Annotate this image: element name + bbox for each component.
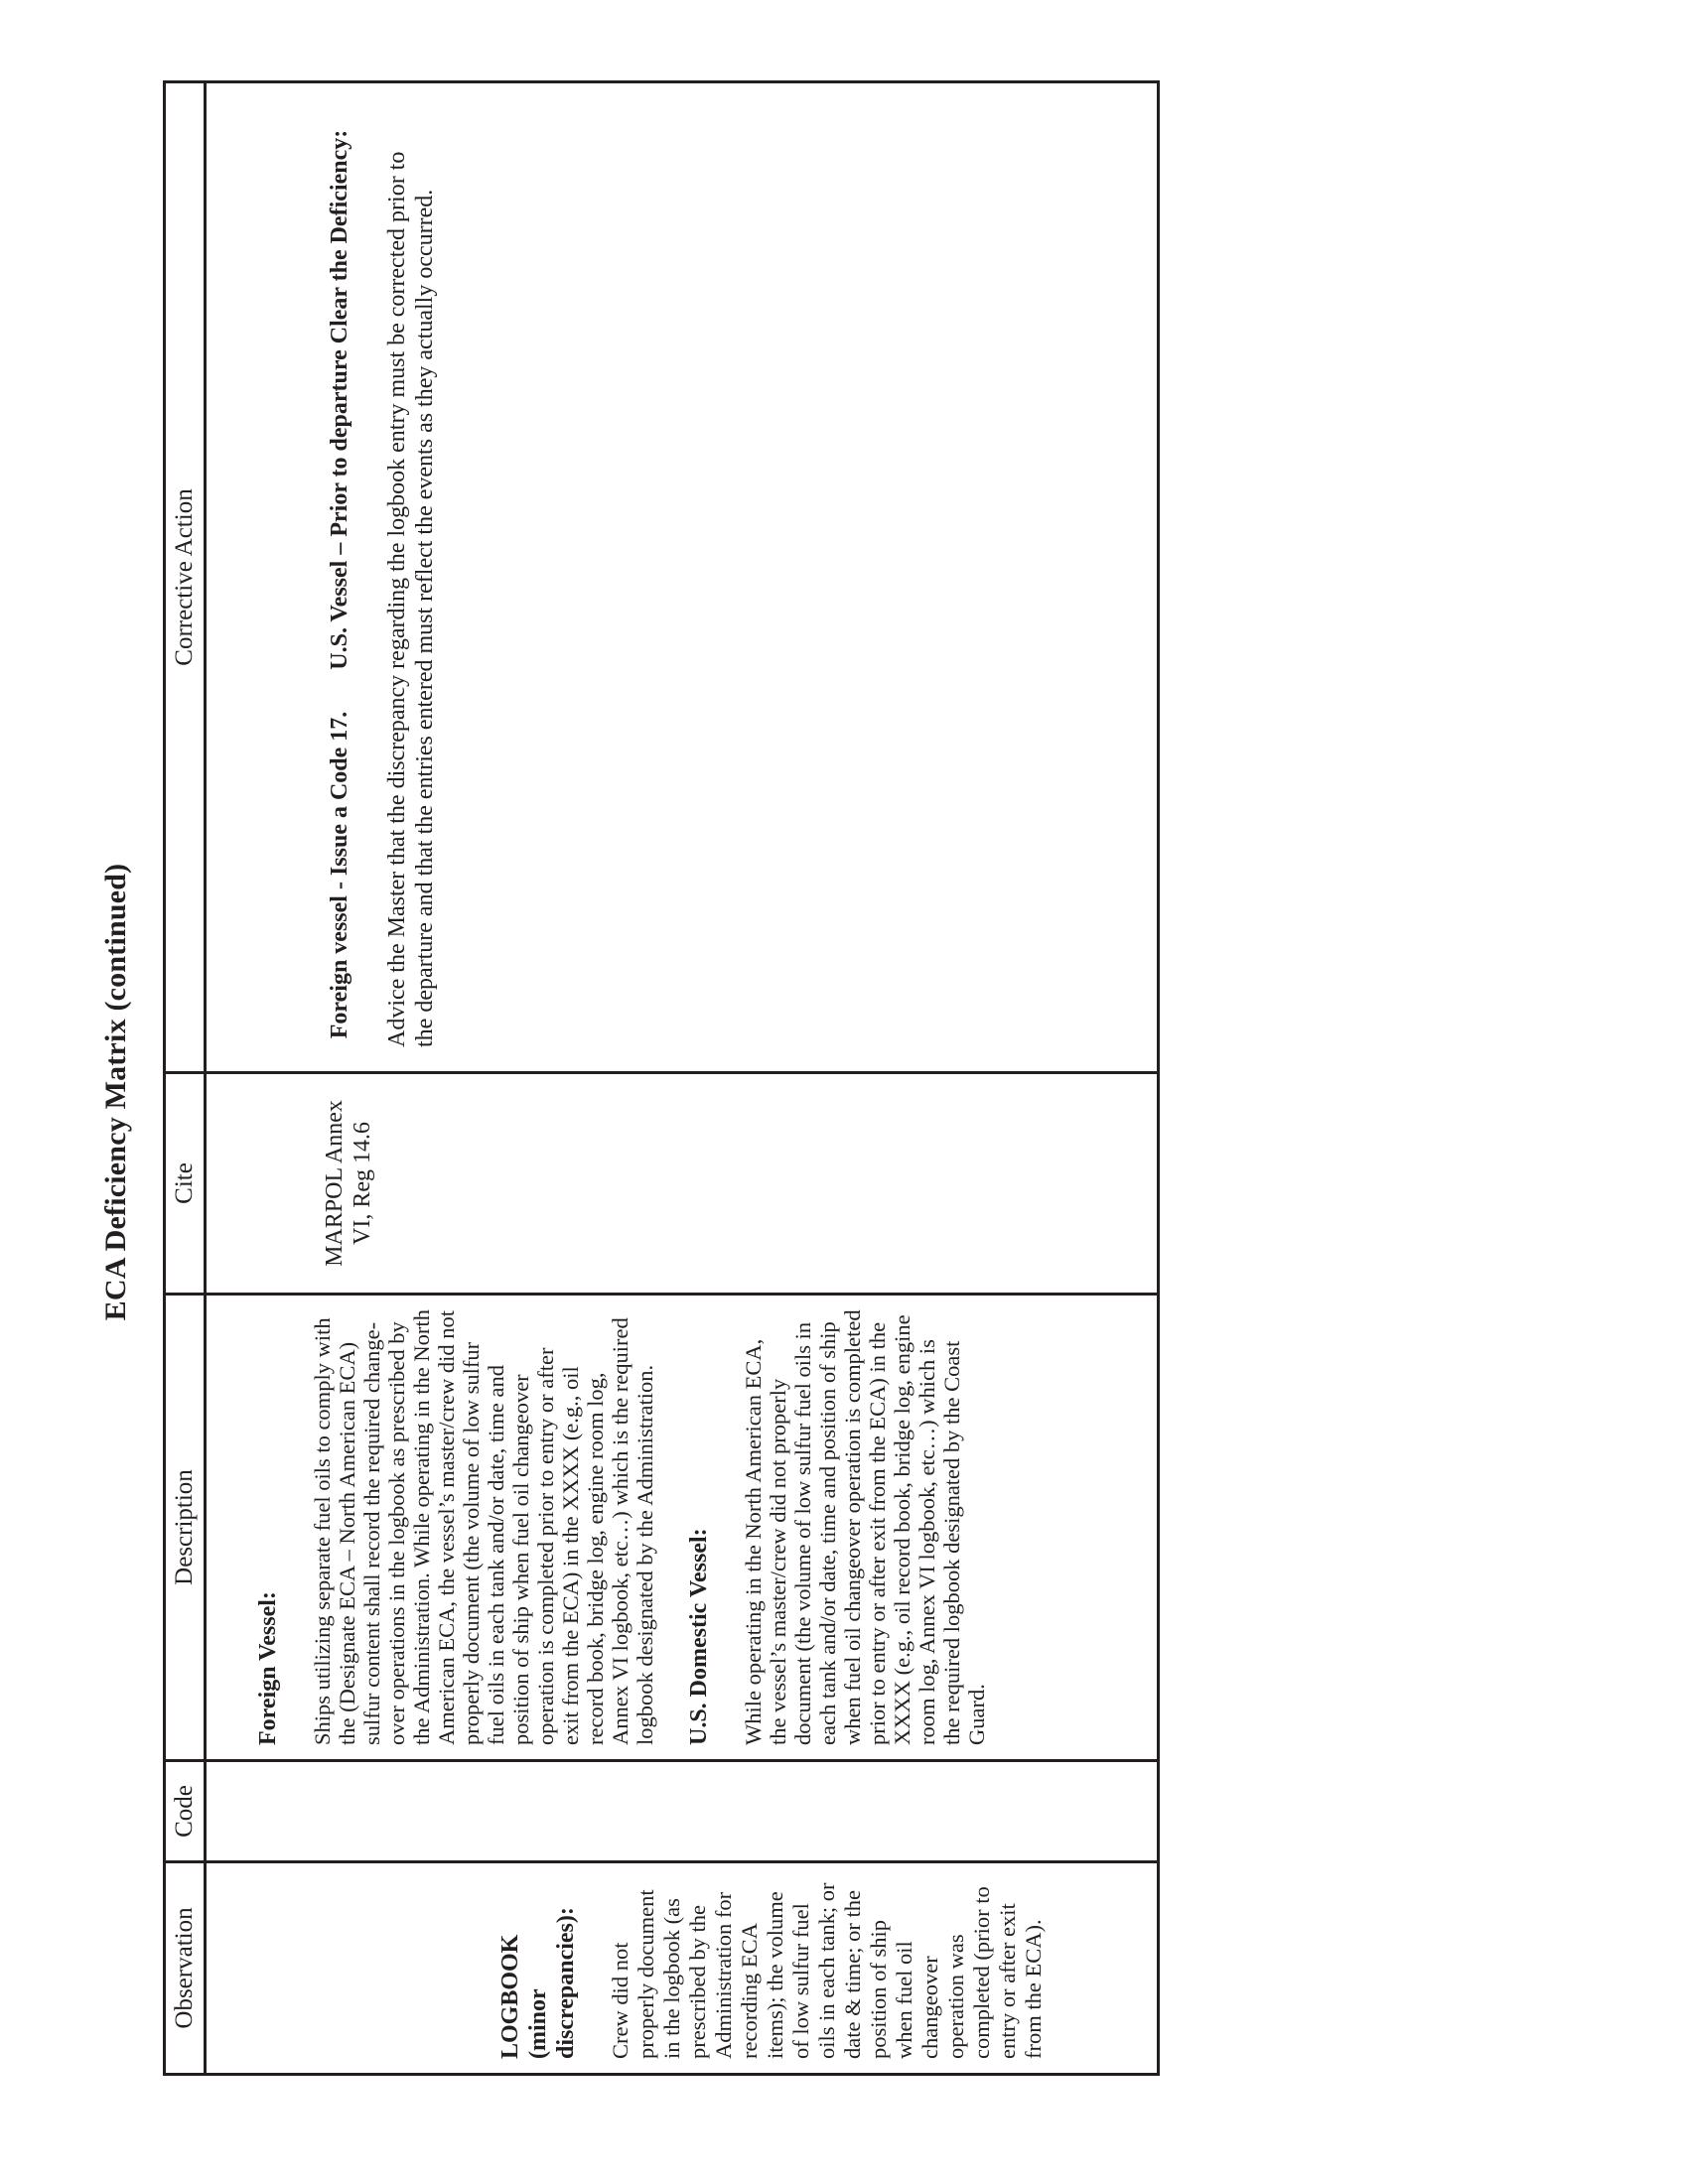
domestic-vessel-text: While operating in the North American ECA, the vessel’s master/crew did not properly document (the volume of low sulfur fuel oils in each tank and/or date, time and position of ship when fuel oil changeover operation is completed prior to entry or after exit from the ECA) in the XXXX (e.g., oil record book, bridge log, engine room log, Annex VI logbook, etc…) which is the required logbook designated by the Coast Guard. <box>741 1309 989 1745</box>
corrective-action-text: Advice the Master that the discrepancy regarding the logbook entry must be corrected prior to the departure and that the entries entered must reflect the events as they actually occurred. <box>384 151 438 1047</box>
foreign-vessel-action: Foreign vessel - Issue a Code 17. <box>327 711 352 1039</box>
observation-cell <box>206 1862 1159 2075</box>
header-observation: Observation <box>165 1862 206 2075</box>
eca-deficiency-matrix-table <box>163 80 1160 2076</box>
code-cell <box>206 1761 1159 1862</box>
description-cell <box>206 1295 1159 1761</box>
domestic-vessel-heading: U.S. Domestic Vessel: <box>686 1528 712 1745</box>
header-code: Code <box>165 1761 206 1862</box>
us-vessel-action: U.S. Vessel – Prior to departure Clear the Deficiency: <box>327 129 352 670</box>
foreign-vessel-heading: Foreign Vessel: <box>255 1591 281 1745</box>
table-row <box>206 82 1159 2075</box>
corrective-action-heading <box>326 121 353 1047</box>
table-header-row <box>165 82 206 2075</box>
header-description: Description <box>165 1295 206 1761</box>
header-cite: Cite <box>165 1073 206 1295</box>
observation-heading: LOGBOOK (minor discrepancies): <box>497 1907 579 2059</box>
foreign-vessel-text: Ships utilizing separate fuel oils to comply with the (Designate ECA – North American ECA) sulfur content shall record the required change-over operations in the logbook as prescribed by the Administration. While operating in the North American ECA, the vessel’s master/crew did not properly document (the volume of low sulfur fuel oils in each tank and/or date, time and position of ship when fuel oil changeover operation is completed prior to entry or after exit from the ECA) in the XXXX (e.g., oil record book, bridge log, engine room log, Annex VI logbook, etc…) which is the required logbook designated by the Administration. <box>310 1309 657 1745</box>
observation-text: Crew did not properly document in the logbook (as prescribed by the Administration for recording ECA items); the volume of low sulfur fuel oils in each tank; or date & time; or the position of ship when fuel oil changeover operation was completed (prior to entry or after exit from the ECA). <box>608 1882 1046 2059</box>
cite-text: MARPOL Annex VI, Reg 14.6 <box>322 1100 375 1267</box>
header-corrective-action: Corrective Action <box>165 82 206 1073</box>
corrective-action-cell <box>206 82 1159 1073</box>
page-title: ECA Deficiency Matrix (continued) <box>99 863 132 1321</box>
cite-cell <box>206 1073 1159 1295</box>
